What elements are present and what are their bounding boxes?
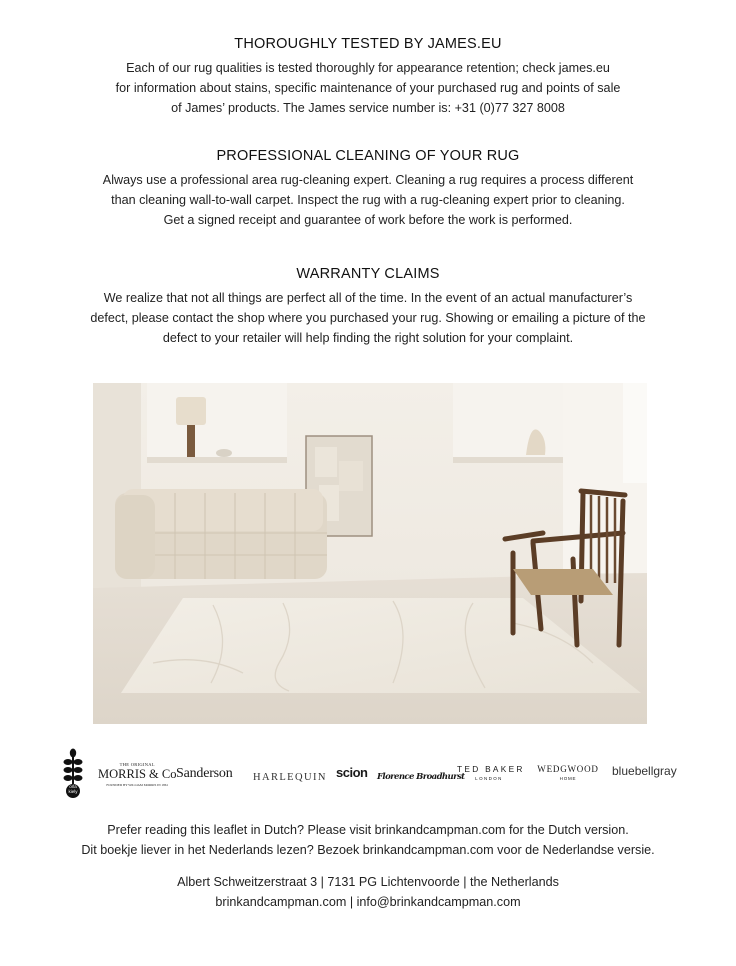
section-title: PROFESSIONAL CLEANING OF YOUR RUG <box>216 148 520 164</box>
bluebellgray-logo <box>612 762 677 780</box>
section-body <box>0 288 736 348</box>
ted-baker-sub-text: LONDON <box>475 776 503 781</box>
morris-small-text: THE ORIGINAL <box>119 762 155 767</box>
scion-text: scion <box>336 765 368 780</box>
body-line: than cleaning wall-to-wall carpet. Inspect the rug with a rug-cleaning expert prior to cleaning. <box>111 193 625 207</box>
body-line: We realize that not all things are perfect all of the time. In the event of an actual manufacturer’s <box>103 291 633 305</box>
bluebellgray-text: bluebellgray <box>612 764 677 778</box>
section-title: THOROUGHLY TESTED BY JAMES.EU <box>234 36 502 52</box>
wedgwood-logo <box>535 764 601 781</box>
company-contact: brinkandcampman.com | info@brinkandcampman.com <box>215 895 521 909</box>
orla-kiely-text: orla kiely <box>68 784 78 794</box>
section-body <box>0 58 736 118</box>
morris-text: MORRIS & Co <box>98 767 177 781</box>
wedgwood-text: WEDGWOOD <box>537 764 599 774</box>
body-line: for information about stains, specific maintenance of your purchased rug and points of sale <box>115 81 621 95</box>
morris-co-logo <box>98 762 177 787</box>
sanderson-logo <box>176 764 233 782</box>
footer-contact <box>0 872 736 912</box>
section-title: WARRANTY CLAIMS <box>296 266 440 282</box>
interior-scene-illustration <box>93 383 647 724</box>
body-line: Get a signed receipt and guarantee of work before the work is performed. <box>163 213 573 227</box>
body-line: defect, please contact the shop where you purchased your rug. Showing or emailing a picture of the <box>90 311 646 325</box>
section-warranty <box>0 266 736 348</box>
dutch-note-nl: Dit boekje liever in het Nederlands lezen? Bezoek brinkandcampman.com voor de Nederlandse versie. <box>81 843 655 857</box>
brand-logos <box>52 748 692 808</box>
sanderson-text: Sanderson <box>176 766 233 781</box>
body-line: Each of our rug qualities is tested thoroughly for appearance retention; check james.eu <box>126 61 610 75</box>
company-address: Albert Schweitzerstraat 3 | 7131 PG Lichtenvoorde | the Netherlands <box>177 875 559 889</box>
interior-photo <box>93 383 647 724</box>
florence-broadhurst-logo <box>377 766 464 784</box>
ted-baker-text: TED BAKER <box>457 764 525 774</box>
body-line: Always use a professional area rug-cleaning expert. Cleaning a rug requires a process different <box>102 173 634 187</box>
orla-kiely-logo <box>62 748 84 803</box>
section-testing <box>0 36 736 118</box>
section-body <box>0 170 736 230</box>
wedgwood-sub-text: HOME <box>559 776 577 781</box>
footer-language-note <box>0 820 736 860</box>
body-line: defect to your retailer will help finding the right solution for your complaint. <box>162 331 574 345</box>
morris-sub-text: FOUNDED BY WILLIAM MORRIS IN 1861 <box>106 783 169 787</box>
ted-baker-logo <box>457 764 525 781</box>
harlequin-text: HARLEQUIN <box>253 772 327 783</box>
harlequin-logo <box>253 767 327 785</box>
florence-text: Florence Broadhurst <box>377 772 465 782</box>
body-line: of James’ products. The James service number is: +31 (0)77 327 8008 <box>171 101 565 115</box>
section-cleaning <box>0 148 736 230</box>
dutch-note-en: Prefer reading this leaflet in Dutch? Please visit brinkandcampman.com for the Dutch version. <box>107 823 629 837</box>
scion-logo <box>336 764 367 782</box>
